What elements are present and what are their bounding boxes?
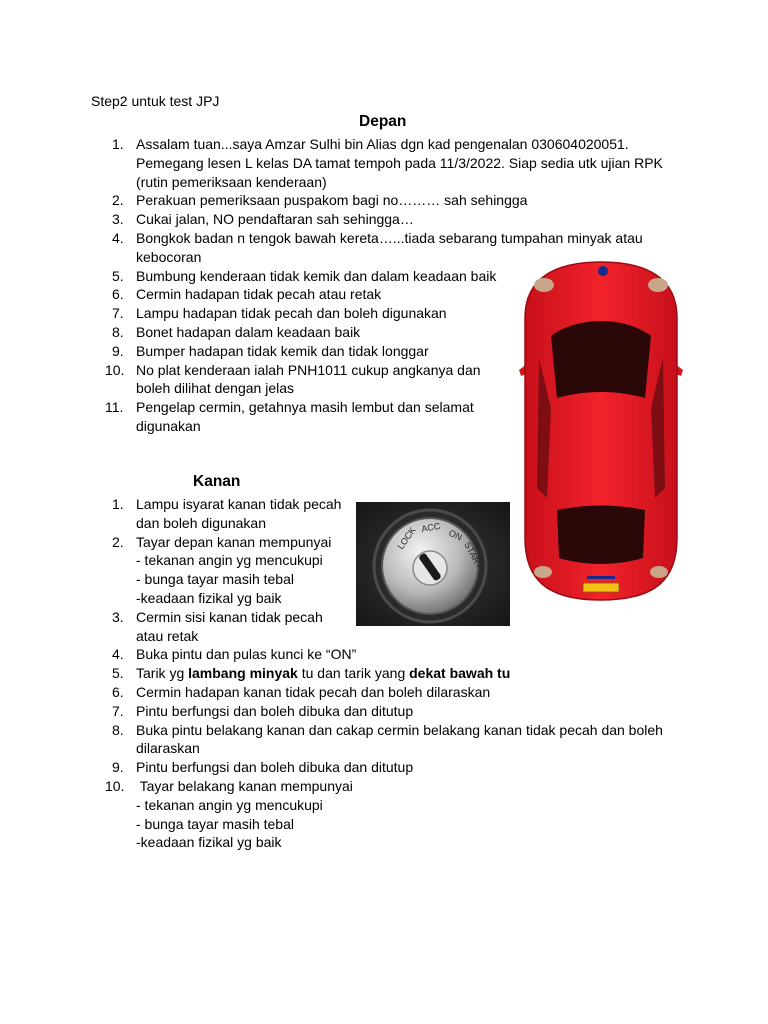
list-item-line: - bunga tayar masih tebal (136, 571, 294, 588)
list-item-line: Cukai jalan, NO pendaftaran sah sehingga… (136, 211, 414, 228)
list-item-line: Assalam tuan...saya Amzar Sulhi bin Alias dgn kad pengenalan 030604020051. (136, 136, 629, 152)
list-item (92, 135, 672, 191)
list-item-number: 9. (112, 342, 124, 359)
car-badge (598, 266, 608, 276)
list-item-line: boleh dilihat dengan jelas (136, 380, 295, 397)
list-item-line: Tayar belakang kanan mempunyai (136, 777, 353, 794)
list-item-line: Bumbung kenderaan tidak kemik dan dalam keadaan baik (136, 267, 497, 284)
list-item-number: 1. (112, 136, 124, 152)
label-acc: ACC (420, 520, 442, 534)
list-item-number: 6. (112, 683, 124, 700)
list-item-number: 3. (112, 211, 124, 228)
list-item-line: Pemegang lesen L kelas DA tamat tempoh pada 11/3/2022. Siap sedia utk ujian RPK (136, 154, 663, 171)
heading-kanan: Kanan (193, 473, 241, 490)
list-item-number: 10. (105, 361, 125, 378)
car-windshield (551, 321, 651, 398)
list-item-line: Cermin hadapan tidak pecah atau retak (136, 286, 382, 303)
list-item-line: digunakan (136, 417, 201, 434)
list-item (92, 664, 672, 683)
list-item-line: - bunga tayar masih tebal (136, 815, 294, 832)
list-item-line: Lampu isyarat kanan tidak pecah (136, 496, 342, 512)
list-item (92, 210, 672, 229)
list-item-line: atau retak (136, 627, 199, 644)
list-item (92, 683, 672, 702)
list-item-number: 2. (112, 192, 124, 209)
list-item-number: 10. (105, 777, 125, 794)
list-item-line: Buka pintu dan pulas kunci ke “ON” (136, 646, 357, 663)
list-item-line: Pintu berfungsi dan boleh dibuka dan ditutup (136, 702, 414, 719)
list-item-number: 5. (112, 665, 124, 682)
car-headlight-right (648, 278, 668, 292)
list-item-line: - tekanan angin yg mencukupi (136, 552, 323, 569)
list-item (92, 721, 672, 759)
list-item-line: -keadaan fizikal yg baik (136, 834, 282, 851)
list-item-line: dilaraskan (136, 740, 200, 757)
list-item-line: dan boleh digunakan (136, 514, 267, 531)
list-item (92, 777, 672, 852)
car-taillight-left (534, 566, 552, 578)
page-title: Step2 untuk test JPJ (91, 93, 220, 109)
list-item (92, 702, 672, 721)
list-item-number: 3. (112, 608, 124, 625)
list-item-line: Cermin sisi kanan tidak pecah (136, 608, 323, 625)
label-lock: LOCK (395, 525, 418, 552)
list-item-number: 6. (112, 286, 124, 303)
list-item-line: Perakuan pemeriksaan puspakom bagi no……… sah sehingga (136, 192, 528, 209)
list-item-line: Bongkok badan n tengok bawah kereta…...tiada sebarang tumpahan minyak atau (136, 229, 643, 246)
list-item-line: Bumper hadapan tidak kemik dan tidak longgar (136, 342, 429, 359)
car-headlight-left (534, 278, 554, 292)
list-item-number: 1. (112, 496, 124, 512)
list-item-text: tu dan tarik yang (297, 665, 410, 682)
list-item-number: 11. (105, 399, 124, 416)
list-item-number: 4. (112, 229, 124, 246)
list-item-line (136, 664, 672, 683)
car-taillight-right (650, 566, 668, 578)
list-item-number: 7. (112, 702, 124, 719)
list-item-line: Bonet hadapan dalam keadaan baik (136, 323, 361, 340)
car-rear-window (557, 506, 645, 565)
bold-text: lambang minyak (188, 665, 298, 682)
car-rear-plate (583, 583, 619, 592)
list-item-number: 2. (112, 533, 124, 550)
list-item (92, 191, 672, 210)
ignition-lock-image (356, 502, 510, 626)
list-item-line: kebocoran (136, 248, 202, 265)
list-item-line: - tekanan angin yg mencukupi (136, 796, 323, 813)
label-start: START (462, 540, 485, 571)
list-item (92, 645, 672, 664)
heading-depan: Depan (359, 113, 407, 130)
list-item-number: 8. (112, 721, 124, 738)
list-item-text: Tarik yg (136, 665, 189, 682)
list-item-number: 9. (112, 759, 124, 776)
list-item-line: Tayar depan kanan mempunyai (136, 533, 332, 550)
list-item-number: 5. (112, 267, 124, 284)
list-item-line: Pengelap cermin, getahnya masih lembut dan selamat (136, 399, 474, 416)
list-item-line: No plat kenderaan ialah PNH1011 cukup angkanya dan (136, 361, 481, 378)
list-item (92, 758, 672, 777)
list-item-number: 8. (112, 323, 124, 340)
list-item-line: (rutin pemeriksaan kenderaan) (136, 173, 327, 190)
list-item-line: -keadaan fizikal yg baik (136, 589, 282, 606)
list-item-line: Lampu hadapan tidak pecah dan boleh digunakan (136, 305, 447, 322)
list-item-number: 7. (112, 305, 124, 322)
list-item-number: 4. (112, 646, 124, 663)
label-on: ON (447, 527, 464, 543)
list-item-line: Cermin hadapan kanan tidak pecah dan boleh dilaraskan (136, 683, 491, 700)
list-item-line: Buka pintu belakang kanan dan cakap cermin belakang kanan tidak pecah dan boleh (136, 721, 663, 738)
car-top-view-image (517, 258, 685, 604)
bold-text: dekat bawah tu (409, 665, 511, 682)
list-item-line: Pintu berfungsi dan boleh dibuka dan ditutup (136, 759, 414, 776)
